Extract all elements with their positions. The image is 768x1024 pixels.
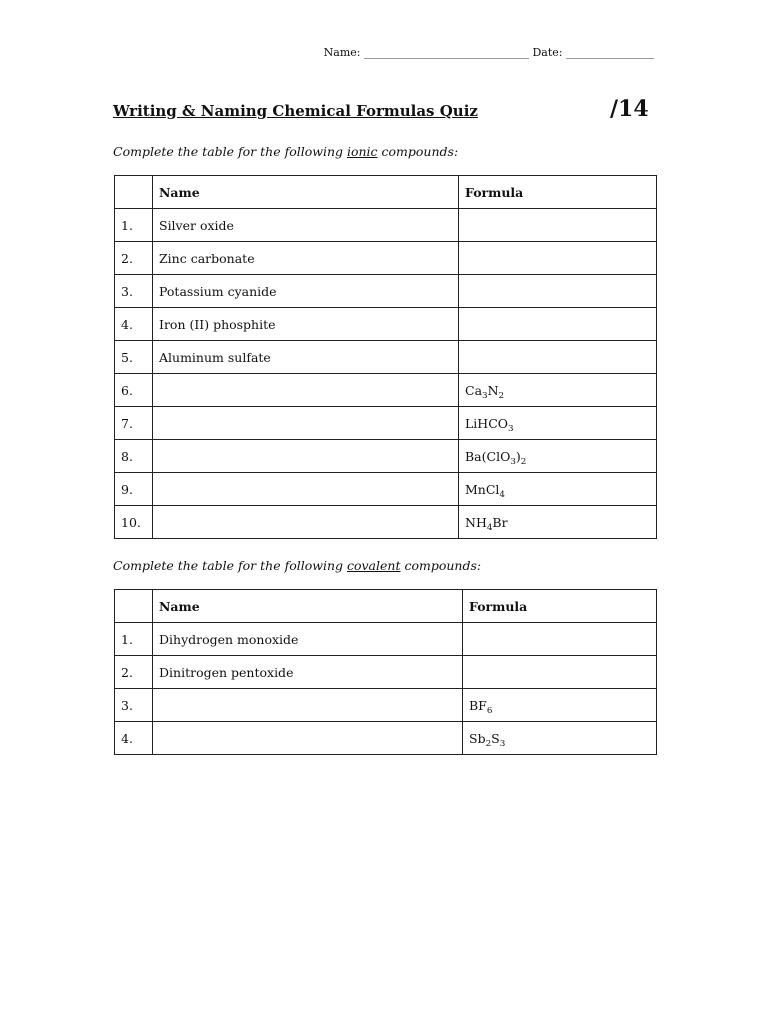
- covalent-instruction: [113, 558, 481, 573]
- table-row: [115, 440, 657, 473]
- compound-name-cell: Potassium cyanide: [153, 275, 459, 308]
- formula-text: ): [515, 448, 521, 464]
- table-row: [115, 242, 657, 275]
- ionic-instruction: [113, 144, 458, 159]
- formula-subscript: 2: [498, 390, 505, 401]
- ionic-instruction-key: ionic: [346, 144, 378, 159]
- formula-cell: [459, 440, 657, 473]
- compound-name-cell: Dinitrogen pentoxide: [153, 656, 463, 689]
- table-row: [115, 689, 657, 722]
- table-header-row: [115, 176, 657, 209]
- table-row: [115, 473, 657, 506]
- header-name: Name: [153, 590, 463, 623]
- table-row: [115, 341, 657, 374]
- date-label: Date:: [532, 46, 563, 59]
- formula-subscript: 3: [482, 390, 488, 401]
- formula-subscript: 6: [486, 705, 493, 716]
- formula-subscript: 3: [508, 423, 514, 434]
- covalent-table: [114, 589, 657, 755]
- compound-name-cell: [153, 440, 459, 473]
- row-number: 4.: [115, 308, 153, 341]
- table-row: [115, 656, 657, 689]
- row-number: 6.: [115, 374, 153, 407]
- compound-name-cell: Dihydrogen monoxide: [153, 623, 463, 656]
- formula-cell: [463, 689, 657, 722]
- ionic-instruction-pre: Complete the table for the following: [113, 144, 347, 159]
- compound-name-cell: [153, 407, 459, 440]
- formula-cell: [459, 473, 657, 506]
- table-row: [115, 275, 657, 308]
- formula-cell: [463, 656, 657, 689]
- formula-subscript: 3: [499, 738, 506, 749]
- formula-cell: [459, 407, 657, 440]
- formula-cell: [459, 308, 657, 341]
- row-number: 1.: [115, 209, 153, 242]
- name-blank: ______________________________: [363, 46, 529, 59]
- formula-subscript: 3: [510, 456, 516, 467]
- header-formula: Formula: [459, 176, 657, 209]
- formula-cell: [459, 374, 657, 407]
- ionic-table: [114, 175, 657, 539]
- row-number: 4.: [115, 722, 153, 755]
- compound-name-cell: [153, 374, 459, 407]
- formula-text: Ba(ClO: [465, 448, 511, 464]
- compound-name-cell: Aluminum sulfate: [153, 341, 459, 374]
- formula-text: Ca: [465, 382, 483, 398]
- formula-cell: [459, 341, 657, 374]
- formula-text: LiHCO: [465, 415, 509, 431]
- table-header-row: [115, 590, 657, 623]
- name-label: Name:: [323, 46, 361, 59]
- row-number: 2.: [115, 242, 153, 275]
- covalent-instruction-pre: Complete the table for the following: [113, 558, 347, 573]
- table-row: [115, 506, 657, 539]
- row-number: 2.: [115, 656, 153, 689]
- ionic-instruction-post: compounds:: [377, 144, 459, 159]
- table-row: [115, 623, 657, 656]
- covalent-instruction-key: covalent: [346, 558, 401, 573]
- formula-text: BF: [469, 697, 487, 713]
- formula-subscript: 4: [499, 489, 505, 500]
- row-number: 7.: [115, 407, 153, 440]
- row-number: 3.: [115, 689, 153, 722]
- table-row: [115, 308, 657, 341]
- row-number: 9.: [115, 473, 153, 506]
- formula-text: Br: [492, 514, 508, 530]
- formula-text: N: [487, 382, 499, 398]
- row-number: 1.: [115, 623, 153, 656]
- compound-name-cell: [153, 473, 459, 506]
- compound-name-cell: Silver oxide: [153, 209, 459, 242]
- formula-text: S: [491, 730, 500, 746]
- formula-cell: [459, 275, 657, 308]
- row-number: 10.: [115, 506, 153, 539]
- header-num: [115, 176, 153, 209]
- name-date-line: [324, 46, 654, 59]
- header-num: [115, 590, 153, 623]
- table-row: [115, 209, 657, 242]
- compound-name-cell: [153, 506, 459, 539]
- formula-subscript: 4: [486, 522, 493, 533]
- row-number: 8.: [115, 440, 153, 473]
- formula-subscript: 2: [485, 738, 492, 749]
- formula-subscript: 2: [520, 456, 527, 467]
- formula-cell: [463, 722, 657, 755]
- formula-text: MnCl: [465, 481, 500, 497]
- compound-name-cell: Zinc carbonate: [153, 242, 459, 275]
- formula-cell: [463, 623, 657, 656]
- covalent-instruction-post: compounds:: [400, 558, 482, 573]
- table-row: [115, 374, 657, 407]
- formula-text: Sb: [469, 730, 486, 746]
- date-blank: ________________: [566, 46, 654, 59]
- compound-name-cell: [153, 689, 463, 722]
- header-name: Name: [153, 176, 459, 209]
- score-total: /14: [610, 96, 649, 122]
- table-row: [115, 407, 657, 440]
- compound-name-cell: [153, 722, 463, 755]
- row-number: 3.: [115, 275, 153, 308]
- table-row: [115, 722, 657, 755]
- formula-text: NH: [465, 514, 487, 530]
- row-number: 5.: [115, 341, 153, 374]
- header-formula: Formula: [463, 590, 657, 623]
- formula-cell: [459, 506, 657, 539]
- formula-cell: [459, 242, 657, 275]
- formula-cell: [459, 209, 657, 242]
- quiz-title: Writing & Naming Chemical Formulas Quiz: [113, 102, 478, 120]
- compound-name-cell: Iron (II) phosphite: [153, 308, 459, 341]
